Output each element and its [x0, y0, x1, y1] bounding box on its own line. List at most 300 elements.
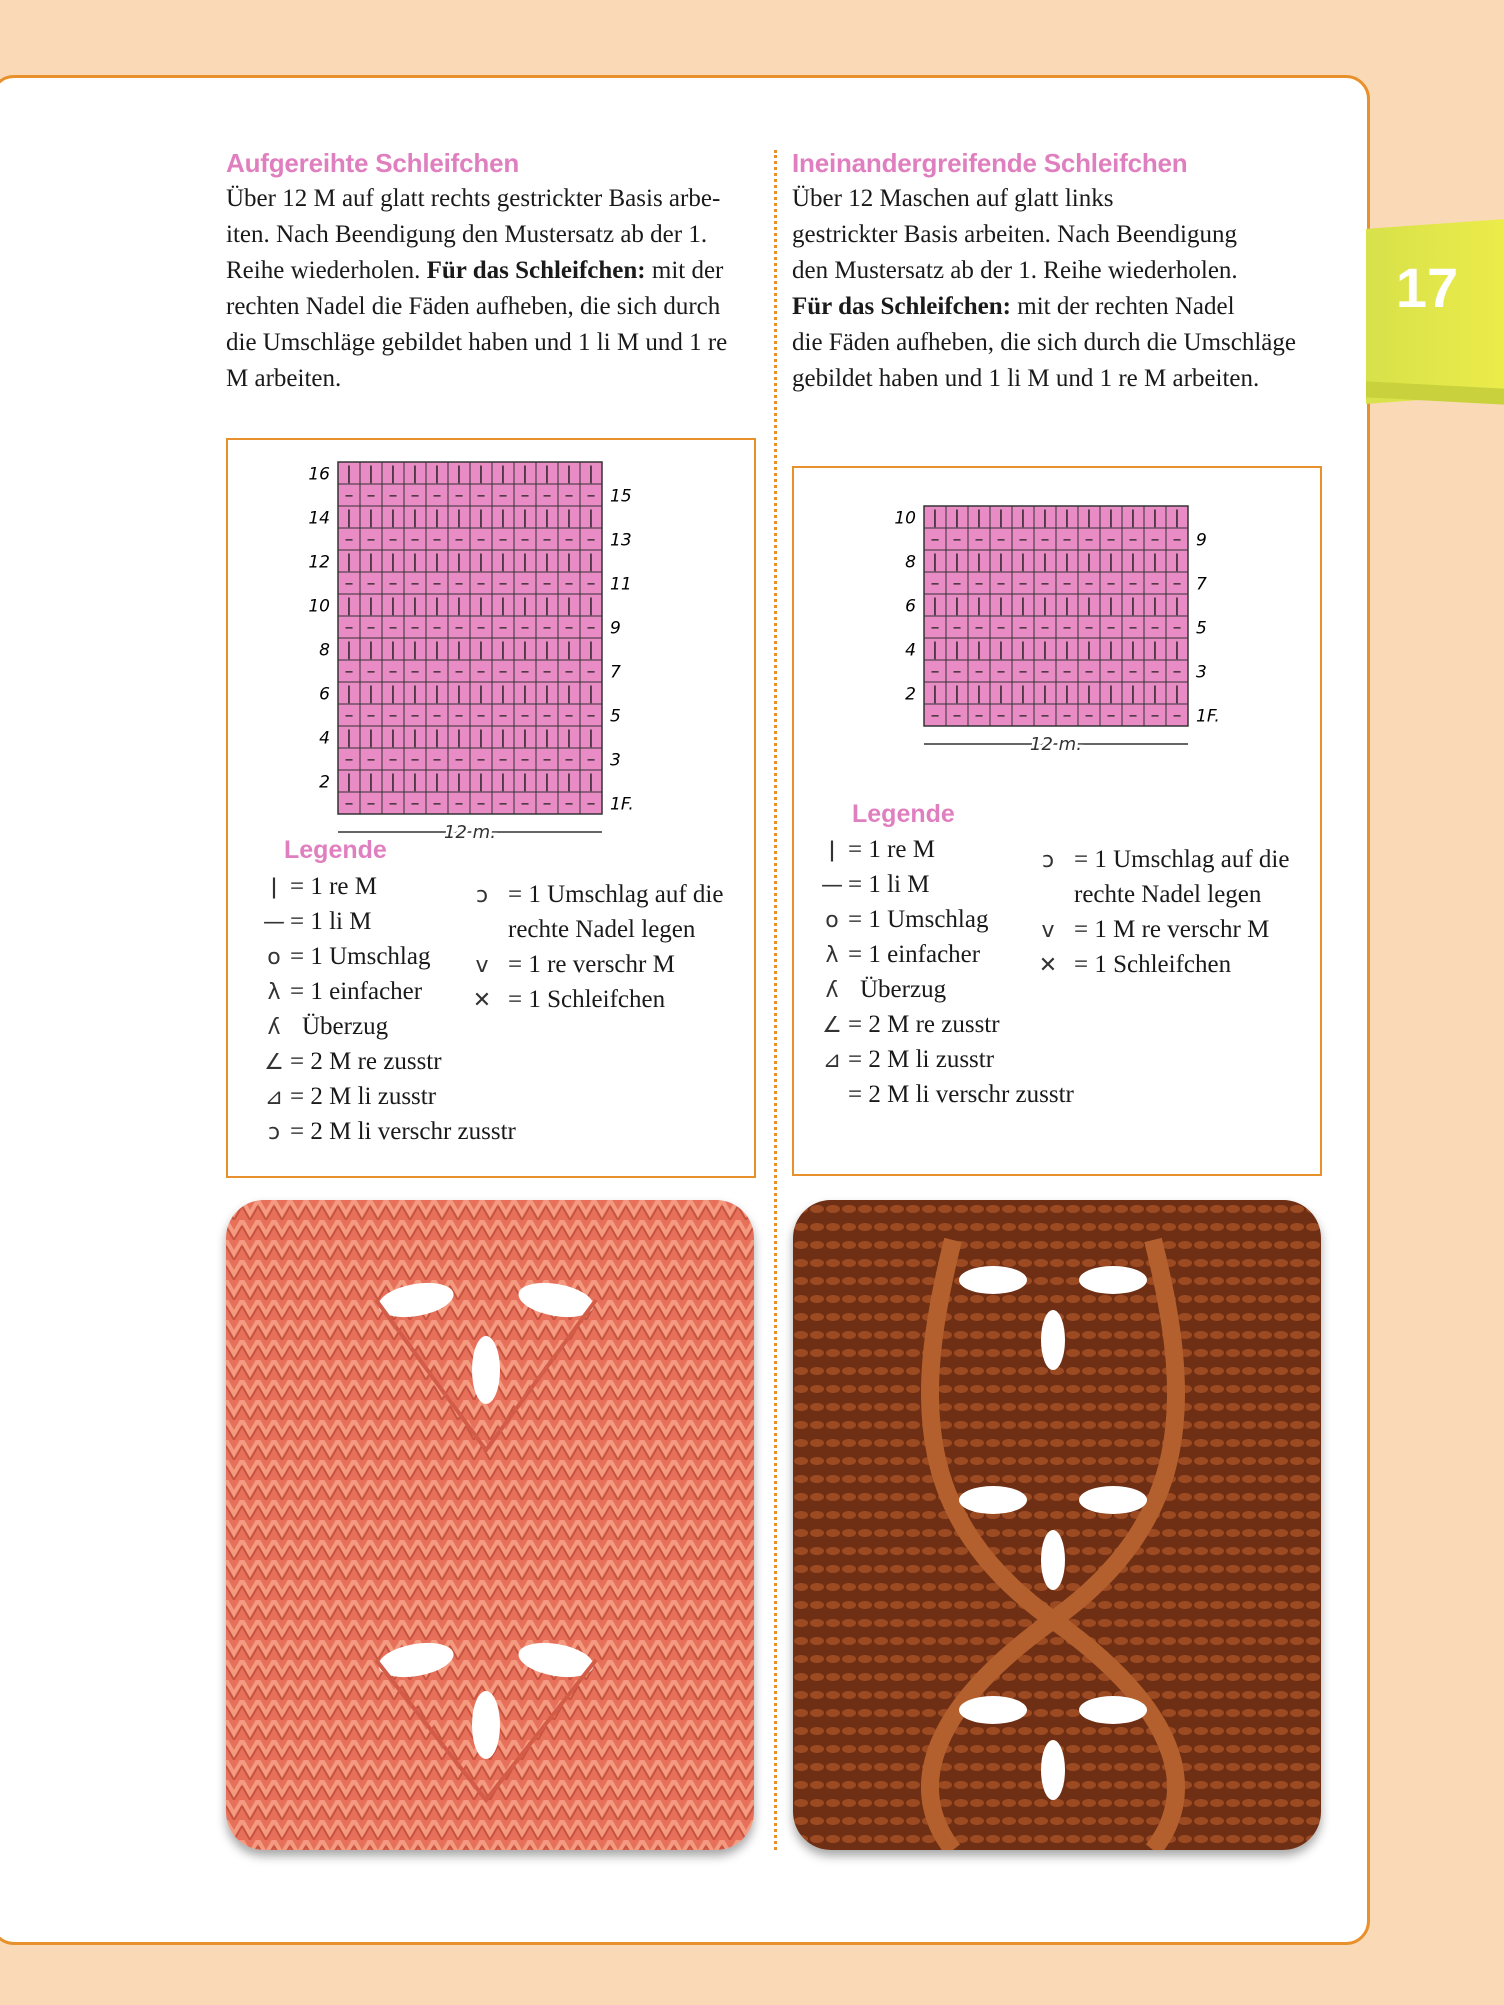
- chart-cell-symbol: |: [1064, 640, 1070, 661]
- legend-text: = 2 M li zusstr: [848, 1046, 995, 1073]
- legend-item: [816, 1080, 1074, 1110]
- chart-cell-symbol: –: [1106, 706, 1116, 727]
- chart-row-label: 4: [905, 640, 916, 661]
- chart-cell-symbol: –: [366, 662, 376, 683]
- chart-cell-symbol: –: [1018, 662, 1028, 683]
- chart-cell-symbol: |: [1174, 508, 1180, 529]
- chart-cell-symbol: –: [1018, 574, 1028, 595]
- chart-cell-symbol: |: [522, 464, 528, 485]
- chart-cell-symbol: |: [522, 684, 528, 705]
- right-text-line: gestrickter Basis arbeiten. Nach Beendigung: [792, 221, 1237, 248]
- chart-cell-symbol: –: [974, 706, 984, 727]
- chart-cell-symbol: –: [432, 750, 442, 771]
- chart-cell-symbol: |: [456, 596, 462, 617]
- chart-cell-symbol: |: [368, 508, 374, 529]
- chart-row-label: 9: [610, 618, 621, 639]
- chart-cell-symbol: –: [974, 662, 984, 683]
- chart-cell-symbol: |: [1086, 508, 1092, 529]
- legend-text: = 1 Umschlag auf die: [1074, 846, 1290, 873]
- chart-cell-symbol: –: [476, 706, 486, 727]
- chart-row-label: 14: [308, 508, 330, 529]
- chart-row-label: 16: [308, 464, 330, 485]
- chart-cell-symbol: –: [498, 662, 508, 683]
- chart-row-label: 7: [1196, 574, 1207, 595]
- chart-cell-symbol: |: [588, 464, 594, 485]
- chart-cell-symbol: |: [932, 596, 938, 617]
- chart-cell-symbol: |: [954, 552, 960, 573]
- legend-text: = 1 li M: [848, 871, 930, 898]
- chart-cell-symbol: –: [388, 750, 398, 771]
- chart-cell-symbol: –: [366, 706, 376, 727]
- chart-cell-symbol: –: [366, 530, 376, 551]
- chart-cell-symbol: –: [586, 618, 596, 639]
- chart-cell-symbol: –: [586, 574, 596, 595]
- chart-cell-symbol: |: [368, 684, 374, 705]
- legend-text: = 1 re M: [848, 836, 935, 863]
- page-number: 17: [1395, 256, 1459, 319]
- legend-item: [258, 1012, 388, 1043]
- legend-item: [816, 1045, 994, 1076]
- chart-cell-symbol: –: [1018, 530, 1028, 551]
- chart-cell-symbol: –: [432, 530, 442, 551]
- chart-cell-symbol: –: [388, 662, 398, 683]
- chart-cell-symbol: –: [1150, 618, 1160, 639]
- chart-cell-symbol: –: [564, 662, 574, 683]
- chart-cell-symbol: –: [542, 530, 552, 551]
- chart-cell-symbol: |: [500, 772, 506, 793]
- chart-cell-symbol: |: [1130, 552, 1136, 573]
- chart-cell-symbol: –: [930, 706, 940, 727]
- chart-cell-symbol: |: [522, 596, 528, 617]
- left-legend-title: Legende: [284, 836, 387, 864]
- slip-over-cont-icon: ʎ: [267, 1015, 281, 1040]
- chart-cell-symbol: |: [478, 684, 484, 705]
- chart-row-label: 9: [1196, 530, 1207, 551]
- chart-row-label: 15: [610, 486, 632, 507]
- chart-cell-symbol: |: [522, 640, 528, 661]
- chart-cell-symbol: –: [344, 530, 354, 551]
- chart-row-label: 4: [319, 728, 330, 749]
- legend-text: = 2 M li verschr zusstr: [848, 1081, 1074, 1108]
- chart-cell-symbol: –: [476, 574, 486, 595]
- chart-row-label: 5: [1196, 618, 1207, 639]
- chart-cell-symbol: –: [454, 750, 464, 771]
- legend-item: [816, 940, 980, 971]
- legend-text: = 1 Umschlag: [290, 943, 431, 970]
- legend-text: = 1 Schleifchen: [1074, 951, 1232, 978]
- chart-cell-symbol: |: [932, 508, 938, 529]
- chart-cell-symbol: |: [1020, 552, 1026, 573]
- knit-tbl-icon: v: [475, 953, 489, 978]
- chart-cell-symbol: –: [930, 530, 940, 551]
- chart-cell-symbol: –: [388, 706, 398, 727]
- right-text-line: den Mustersatz ab der 1. Reihe wiederholen.: [792, 257, 1238, 284]
- legend-item: [816, 870, 929, 901]
- legend-item: [816, 1010, 1000, 1041]
- chart-row-label: 1F.: [1196, 706, 1220, 727]
- chart-cell-symbol: |: [544, 596, 550, 617]
- chart-row-label: 7: [610, 662, 621, 683]
- chart-cell-symbol: –: [1084, 706, 1094, 727]
- chart-cell-symbol: –: [388, 530, 398, 551]
- chart-cell-symbol: –: [344, 486, 354, 507]
- k2tog-icon: ∠: [822, 1013, 842, 1038]
- chart-cell-symbol: –: [564, 530, 574, 551]
- chart-cell-symbol: –: [930, 574, 940, 595]
- chart-cell-symbol: |: [566, 552, 572, 573]
- chart-cell-symbol: |: [412, 508, 418, 529]
- chart-cell-symbol: |: [566, 772, 572, 793]
- chart-cell-symbol: –: [974, 530, 984, 551]
- chart-cell-symbol: |: [1108, 684, 1114, 705]
- legend-item: [456, 880, 723, 911]
- chart-cell-symbol: –: [542, 486, 552, 507]
- chart-cell-symbol: |: [412, 552, 418, 573]
- knit-tbl-icon: v: [1041, 918, 1055, 943]
- slip-over-icon: λ: [267, 980, 281, 1005]
- left-section-title: Aufgereihte Schleifchen: [226, 148, 520, 178]
- chart-cell-symbol: –: [344, 662, 354, 683]
- chart-cell-symbol: |: [1108, 640, 1114, 661]
- chart-cell-symbol: |: [1174, 640, 1180, 661]
- chart-cell-symbol: |: [368, 640, 374, 661]
- chart-cell-symbol: |: [566, 728, 572, 749]
- chart-cell-symbol: –: [1040, 530, 1050, 551]
- knit-stitch-icon: ǀ: [270, 875, 278, 900]
- chart-cell-symbol: –: [996, 662, 1006, 683]
- chart-cell-symbol: |: [1152, 552, 1158, 573]
- legend-text: = 2 M li zusstr: [290, 1083, 437, 1110]
- chart-cell-symbol: |: [1086, 596, 1092, 617]
- chart-cell-symbol: |: [1108, 596, 1114, 617]
- chart-cell-symbol: –: [1062, 530, 1072, 551]
- chart-cell-symbol: |: [434, 684, 440, 705]
- chart-cell-symbol: |: [478, 552, 484, 573]
- chart-cell-symbol: –: [586, 794, 596, 815]
- chart-cell-symbol: –: [1084, 530, 1094, 551]
- chart-row-label: 5: [610, 706, 621, 727]
- chart-cell-symbol: |: [456, 552, 462, 573]
- legend-text: = 1 re M: [290, 873, 377, 900]
- legend-item: [1022, 950, 1231, 981]
- chart-cell-symbol: –: [432, 662, 442, 683]
- chart-cell-symbol: |: [588, 552, 594, 573]
- chart-cell-symbol: –: [586, 706, 596, 727]
- chart-cell-symbol: –: [586, 486, 596, 507]
- chart-cell-symbol: |: [1152, 684, 1158, 705]
- chart-cell-symbol: –: [1128, 530, 1138, 551]
- chart-row-label: 1F.: [610, 794, 634, 815]
- chart-cell-symbol: –: [366, 486, 376, 507]
- chart-cell-symbol: |: [1086, 552, 1092, 573]
- chart-cell-symbol: –: [1062, 662, 1072, 683]
- chart-cell-symbol: |: [434, 596, 440, 617]
- chart-cell-symbol: –: [520, 530, 530, 551]
- chart-cell-symbol: –: [586, 530, 596, 551]
- legend-item: [258, 977, 422, 1008]
- chart-cell-symbol: –: [520, 574, 530, 595]
- chart-cell-symbol: |: [544, 728, 550, 749]
- chart-cell-symbol: |: [346, 508, 352, 529]
- chart-cell-symbol: |: [976, 508, 982, 529]
- chart-cell-symbol: |: [456, 464, 462, 485]
- legend-item: [258, 1082, 436, 1113]
- chart-row-label: 6: [319, 684, 330, 705]
- chart-cell-symbol: |: [954, 596, 960, 617]
- chart-cell-symbol: |: [1042, 552, 1048, 573]
- chart-cell-symbol: –: [1172, 706, 1182, 727]
- chart-cell-symbol: –: [1172, 574, 1182, 595]
- legend-item: [816, 835, 935, 866]
- chart-cell-symbol: |: [390, 772, 396, 793]
- chart-cell-symbol: –: [476, 530, 486, 551]
- chart-cell-symbol: |: [390, 728, 396, 749]
- right-knit-sample-photo: [793, 1200, 1321, 1850]
- chart-cell-symbol: –: [1062, 618, 1072, 639]
- chart-cell-symbol: –: [1128, 706, 1138, 727]
- chart-cell-symbol: –: [1106, 530, 1116, 551]
- chart-cell-symbol: –: [476, 486, 486, 507]
- chart-cell-symbol: |: [478, 596, 484, 617]
- chart-cell-symbol: –: [520, 486, 530, 507]
- chart-cell-symbol: |: [500, 596, 506, 617]
- chart-row-label: 8: [319, 640, 330, 661]
- legend-text: = 2 M re zusstr: [290, 1048, 442, 1075]
- right-section-title: Ineinandergreifende Schleifchen: [792, 148, 1188, 178]
- chart-cell-symbol: –: [498, 530, 508, 551]
- chart-cell-symbol: |: [478, 772, 484, 793]
- right-description: [792, 181, 1332, 397]
- chart-cell-symbol: –: [952, 618, 962, 639]
- chart-cell-symbol: |: [1174, 552, 1180, 573]
- chart-cell-symbol: –: [476, 662, 486, 683]
- chart-row-label: 3: [610, 750, 621, 771]
- chart-cell-symbol: –: [952, 530, 962, 551]
- column-divider: [774, 150, 777, 1850]
- chart-cell-symbol: |: [1020, 596, 1026, 617]
- chart-cell-symbol: |: [1174, 596, 1180, 617]
- chart-cell-symbol: |: [588, 508, 594, 529]
- chart-cell-symbol: |: [544, 552, 550, 573]
- chart-cell-symbol: |: [1042, 640, 1048, 661]
- chart-cell-symbol: –: [432, 706, 442, 727]
- chart-cell-symbol: |: [500, 464, 506, 485]
- chart-cell-symbol: –: [498, 486, 508, 507]
- legend-item: [1022, 845, 1289, 876]
- chart-cell-symbol: –: [454, 662, 464, 683]
- chart-cell-symbol: –: [1018, 706, 1028, 727]
- chart-cell-symbol: –: [454, 706, 464, 727]
- chart-cell-symbol: –: [366, 750, 376, 771]
- chart-cell-symbol: |: [1064, 552, 1070, 573]
- chart-cell-symbol: –: [564, 794, 574, 815]
- chart-cell-symbol: –: [454, 794, 464, 815]
- legend-text: = 1 Umschlag auf die: [508, 881, 724, 908]
- chart-cell-symbol: –: [952, 662, 962, 683]
- chart-cell-symbol: |: [500, 508, 506, 529]
- left-bold-phrase: Für das Schleifchen:: [426, 257, 646, 284]
- chart-cell-symbol: –: [366, 618, 376, 639]
- chart-cell-symbol: –: [410, 486, 420, 507]
- chart-cell-symbol: –: [410, 574, 420, 595]
- chart-cell-symbol: |: [522, 508, 528, 529]
- chart-cell-symbol: |: [390, 640, 396, 661]
- chart-cell-symbol: –: [1084, 618, 1094, 639]
- legend-text: = 1 einfacher: [290, 978, 423, 1005]
- chart-cell-symbol: –: [1172, 662, 1182, 683]
- chart-cell-symbol: –: [586, 750, 596, 771]
- chart-cell-symbol: –: [1128, 618, 1138, 639]
- chart-cell-symbol: –: [542, 750, 552, 771]
- right-text-line: mit der rechten Nadel: [1017, 293, 1235, 320]
- chart-cell-symbol: |: [566, 508, 572, 529]
- chart-cell-symbol: –: [1040, 706, 1050, 727]
- chart-cell-symbol: |: [1064, 684, 1070, 705]
- chart-cell-symbol: |: [346, 772, 352, 793]
- right-chart-box: [792, 466, 1322, 1176]
- chart-cell-symbol: –: [542, 662, 552, 683]
- chart-cell-symbol: –: [974, 574, 984, 595]
- chart-cell-symbol: –: [1040, 662, 1050, 683]
- chart-row-label: 8: [905, 552, 916, 573]
- chart-cell-symbol: |: [368, 552, 374, 573]
- chart-cell-symbol: |: [412, 728, 418, 749]
- chart-cell-symbol: –: [952, 574, 962, 595]
- chart-cell-symbol: –: [520, 706, 530, 727]
- chart-cell-symbol: –: [1062, 574, 1072, 595]
- legend-text: = 1 li M: [290, 908, 372, 935]
- chart-cell-symbol: –: [454, 486, 464, 507]
- chart-cell-symbol: –: [542, 618, 552, 639]
- chart-cell-symbol: |: [976, 684, 982, 705]
- chart-cell-symbol: |: [976, 640, 982, 661]
- chart-cell-symbol: |: [500, 552, 506, 573]
- chart-cell-symbol: –: [542, 706, 552, 727]
- chart-cell-symbol: |: [522, 552, 528, 573]
- wrap-needle-icon: ɔ: [475, 883, 489, 908]
- chart-cell-symbol: –: [996, 706, 1006, 727]
- chart-cell-symbol: |: [368, 464, 374, 485]
- left-text-line: rechten Nadel die Fäden aufheben, die sich durch: [226, 293, 721, 320]
- chart-cell-symbol: |: [346, 728, 352, 749]
- bow-icon: ✕: [472, 988, 492, 1013]
- knit-stitch-icon: ǀ: [828, 838, 836, 863]
- chart-cell-symbol: |: [368, 728, 374, 749]
- chart-cell-symbol: |: [500, 640, 506, 661]
- chart-row-label: 12: [308, 552, 330, 573]
- chart-cell-symbol: –: [520, 662, 530, 683]
- legend-item: [258, 942, 430, 973]
- chart-cell-symbol: –: [366, 574, 376, 595]
- chart-cell-symbol: –: [1018, 618, 1028, 639]
- left-knit-sample-photo: [226, 1200, 754, 1850]
- chart-cell-symbol: –: [930, 618, 940, 639]
- chart-cell-symbol: –: [1106, 574, 1116, 595]
- chart-cell-symbol: –: [1084, 574, 1094, 595]
- right-text-line: gebildet haben und 1 li M und 1 re M arbeiten.: [792, 365, 1260, 392]
- chart-cell-symbol: |: [1130, 684, 1136, 705]
- chart-cell-symbol: –: [454, 530, 464, 551]
- legend-item: [258, 1117, 516, 1148]
- chart-cell-symbol: |: [1020, 508, 1026, 529]
- chart-row-label: 11: [610, 574, 632, 595]
- chart-cell-symbol: |: [434, 464, 440, 485]
- chart-cell-symbol: |: [1152, 596, 1158, 617]
- chart-cell-symbol: –: [520, 618, 530, 639]
- chart-cell-symbol: –: [410, 530, 420, 551]
- chart-cell-symbol: –: [344, 706, 354, 727]
- right-stitch-chart: [884, 498, 1284, 788]
- purl-stitch-icon: —: [821, 873, 843, 898]
- chart-row-label: 6: [905, 596, 916, 617]
- chart-cell-symbol: –: [1040, 618, 1050, 639]
- chart-cell-symbol: |: [390, 508, 396, 529]
- chart-cell-symbol: –: [498, 794, 508, 815]
- chart-cell-symbol: |: [346, 552, 352, 573]
- chart-width-label: 12 m.: [444, 822, 496, 843]
- right-text-line: die Fäden aufheben, die sich durch die Umschläge: [792, 329, 1296, 356]
- chart-cell-symbol: –: [476, 618, 486, 639]
- chart-cell-symbol: –: [974, 618, 984, 639]
- chart-cell-symbol: |: [500, 728, 506, 749]
- legend-text: rechte Nadel legen: [508, 916, 696, 943]
- right-text-line: Über 12 Maschen auf glatt links: [792, 185, 1114, 212]
- chart-cell-symbol: –: [1172, 530, 1182, 551]
- chart-cell-symbol: |: [588, 640, 594, 661]
- legend-item: [508, 915, 695, 945]
- chart-cell-symbol: |: [1152, 640, 1158, 661]
- chart-cell-symbol: |: [1174, 684, 1180, 705]
- chart-cell-symbol: |: [390, 596, 396, 617]
- chart-cell-symbol: |: [932, 552, 938, 573]
- chart-cell-symbol: |: [390, 684, 396, 705]
- chart-cell-symbol: |: [500, 684, 506, 705]
- chart-cell-symbol: |: [932, 684, 938, 705]
- chart-cell-symbol: |: [1086, 684, 1092, 705]
- chart-cell-symbol: –: [454, 574, 464, 595]
- bow-icon: ✕: [1038, 953, 1058, 978]
- chart-cell-symbol: |: [434, 640, 440, 661]
- chart-cell-symbol: –: [564, 618, 574, 639]
- chart-cell-symbol: |: [1108, 552, 1114, 573]
- chart-cell-symbol: |: [478, 640, 484, 661]
- chart-cell-symbol: –: [1084, 662, 1094, 683]
- p2tog-tbl-icon: ɔ: [267, 1120, 281, 1145]
- chart-cell-symbol: |: [1020, 640, 1026, 661]
- chart-cell-symbol: –: [564, 486, 574, 507]
- legend-text: = 1 einfacher: [848, 941, 981, 968]
- chart-cell-symbol: |: [412, 772, 418, 793]
- chart-row-label: 2: [319, 772, 330, 793]
- legend-item: [258, 907, 371, 938]
- chart-cell-symbol: –: [498, 706, 508, 727]
- p2tog-icon: ⊿: [822, 1048, 842, 1073]
- chart-cell-symbol: |: [954, 684, 960, 705]
- chart-cell-symbol: –: [344, 618, 354, 639]
- chart-cell-symbol: |: [1064, 596, 1070, 617]
- chart-cell-symbol: |: [954, 640, 960, 661]
- chart-cell-symbol: |: [346, 684, 352, 705]
- chart-cell-symbol: –: [564, 706, 574, 727]
- chart-cell-symbol: |: [346, 596, 352, 617]
- chart-cell-symbol: |: [588, 684, 594, 705]
- p2tog-icon: ⊿: [264, 1085, 284, 1110]
- left-chart-box: [226, 438, 756, 1178]
- yarn-over-icon: o: [267, 945, 281, 970]
- chart-cell-symbol: |: [412, 640, 418, 661]
- chart-cell-symbol: –: [1106, 662, 1116, 683]
- chart-cell-symbol: |: [1064, 508, 1070, 529]
